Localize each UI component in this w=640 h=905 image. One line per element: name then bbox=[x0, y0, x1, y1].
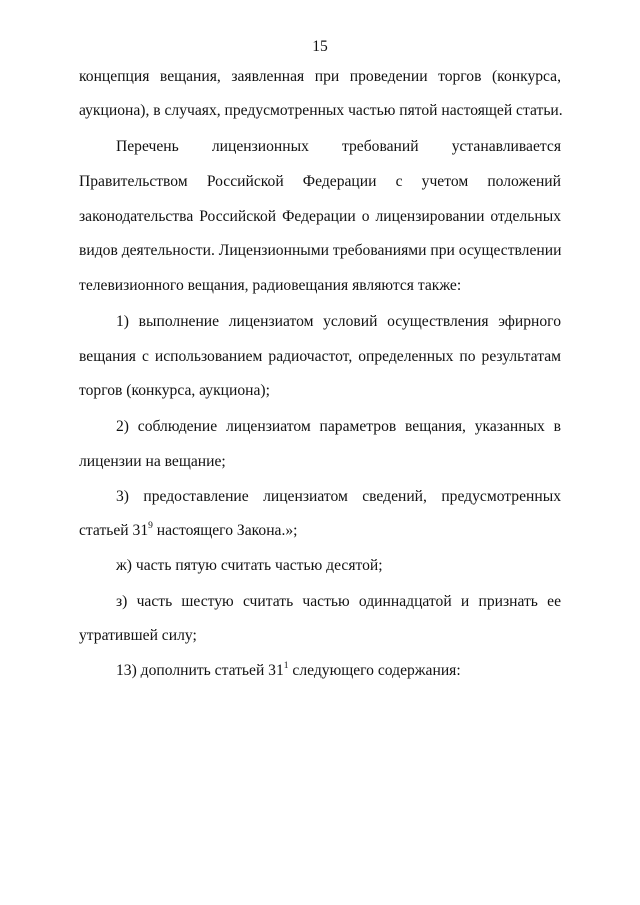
text-line: концепция вещания, заявленная при проведении торгов (конкурса, bbox=[79, 68, 561, 85]
text-line: з) часть шестую считать частью одиннадцатой и признать ее bbox=[116, 593, 561, 610]
superscript: 9 bbox=[148, 521, 153, 531]
text-line: телевизионного вещания, радиовещания являются также: bbox=[79, 277, 462, 294]
text-line bbox=[79, 522, 561, 540]
text-line: 2) соблюдение лицензиатом параметров вещания, указанных в bbox=[116, 418, 561, 435]
text-line: аукциона), в случаях, предусмотренных частью пятой настоящей статьи. bbox=[79, 102, 563, 119]
text-fragment: настоящего Закона.»; bbox=[152, 522, 298, 539]
text-line: видов деятельности. Лицензионными требованиями при осуществлении bbox=[79, 242, 562, 259]
text-fragment: статьей 31 bbox=[79, 522, 149, 539]
text-line: утратившей силу; bbox=[79, 627, 197, 644]
text-line: законодательства Российской Федерации о лицензировании отдельных bbox=[79, 208, 561, 225]
text-line: лицензии на вещание; bbox=[79, 453, 226, 470]
superscript: 1 bbox=[283, 661, 289, 671]
text-line: Правительством Российской Федерации с учетом положений bbox=[79, 173, 561, 190]
text-line: ж) часть пятую считать частью десятой; bbox=[116, 557, 383, 574]
text-line: Перечень лицензионных требований устанавливается bbox=[116, 138, 561, 155]
text-fragment: 13) дополнить статьей 31 bbox=[116, 662, 284, 679]
text-line: вещания с использованием радиочастот, определенных по результатам bbox=[79, 348, 561, 365]
text-line: 1) выполнение лицензиатом условий осуществления эфирного bbox=[116, 313, 561, 330]
text-line: торгов (конкурса, аукциона); bbox=[79, 382, 270, 399]
text-line: 3) предоставление лицензиатом сведений, предусмотренных bbox=[116, 488, 561, 505]
text-fragment: следующего содержания: bbox=[288, 662, 461, 679]
text-line bbox=[116, 662, 561, 680]
page-number: 15 bbox=[312, 38, 328, 55]
